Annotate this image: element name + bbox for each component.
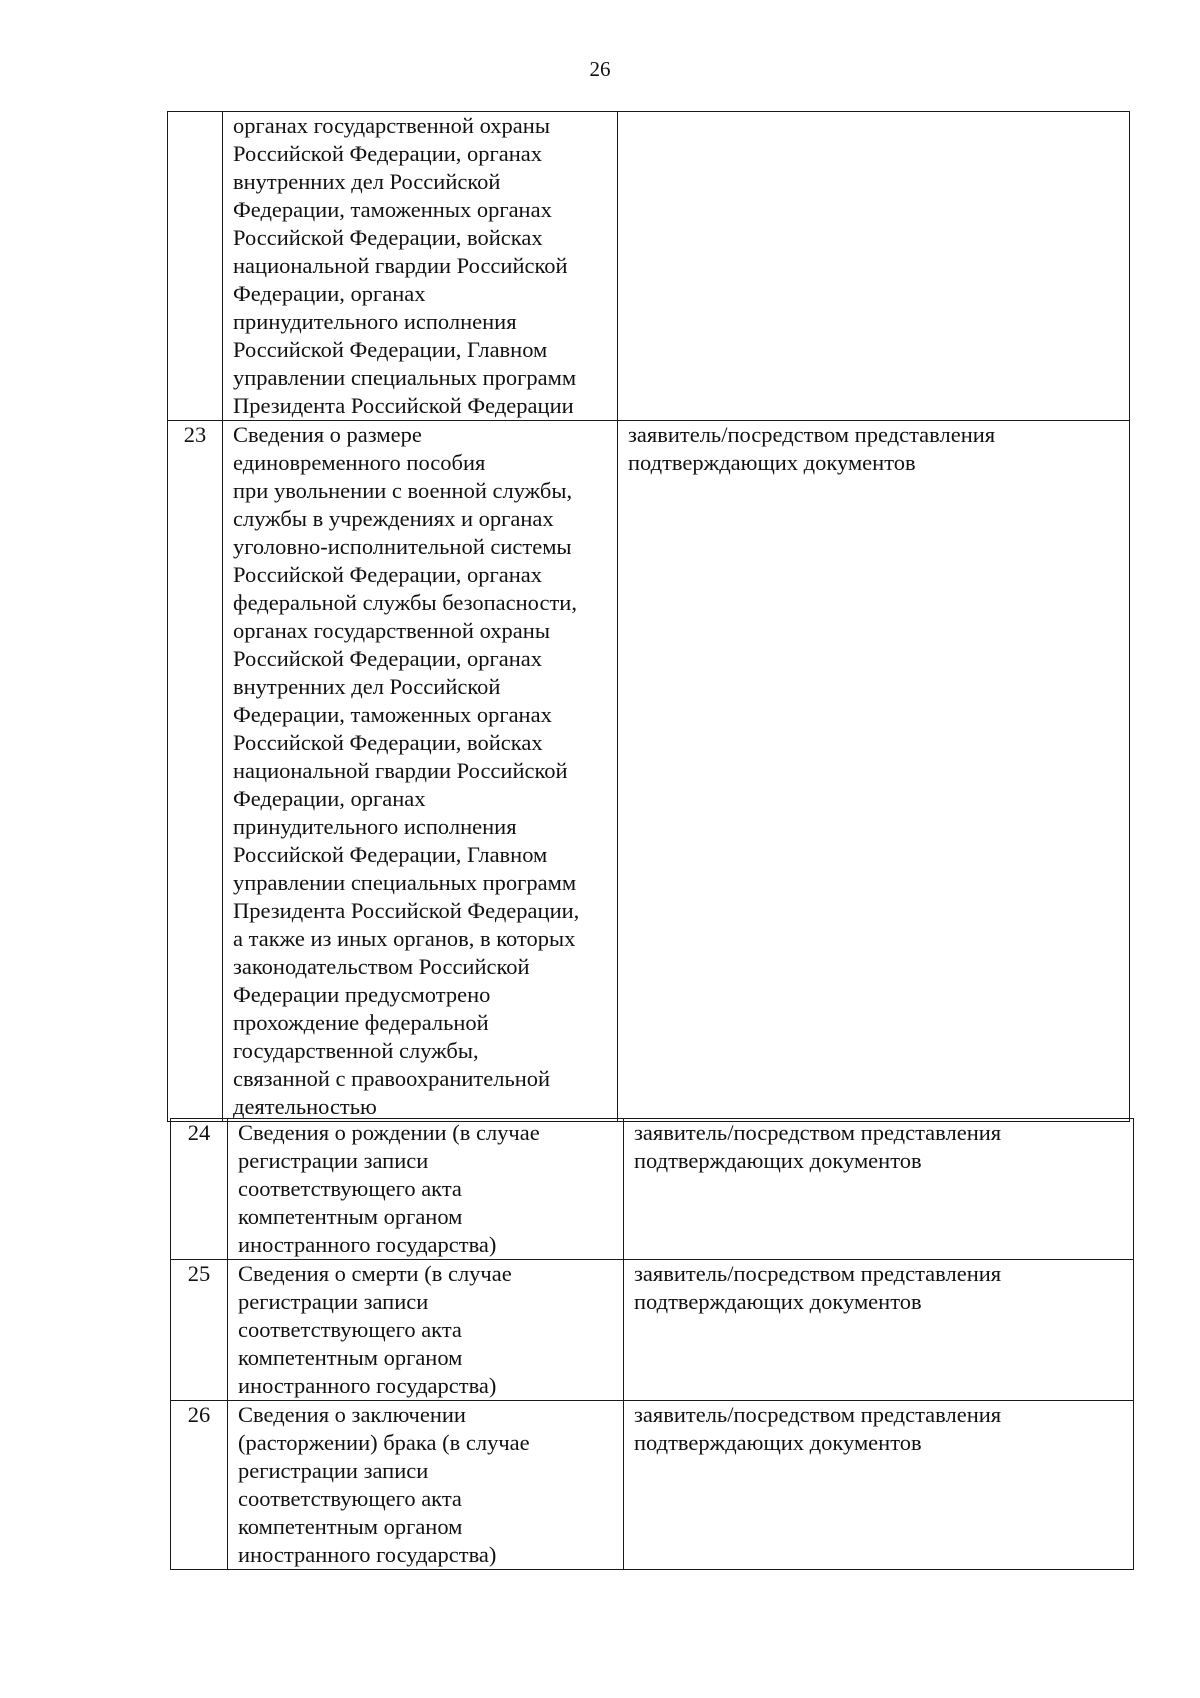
source-cell (618, 112, 1130, 421)
source-cell: заявитель/посредством представления подтверждающих документов (624, 1119, 1134, 1260)
row-number-cell: 24 (171, 1119, 228, 1260)
table-row (168, 421, 1130, 1122)
information-cell: Сведения о размере единовременного пособия при увольнении с военной службы, службы в учреждениях и органах уголовно-исполнительной системы Российской Федерации, органах федеральной службы безопасности, органах государственной охраны Российской Федерации, органах внутренних дел Российской Федерации, таможенных органах Российской Федерации, войсках национальной гвардии Российской Федерации, органах принудительного исполнения Российской Федерации, Главном управлении специальных программ Президента Российской Федерации, а также из иных органов, в которых законодательством Российской Федерации предусмотрено прохождение федеральной государственной службы, связанной с правоохранительной деятельностью (223, 421, 618, 1122)
table-row (168, 112, 1130, 421)
table-row (171, 1401, 1134, 1570)
documents-table-top (167, 111, 1130, 1122)
documents-table-bottom (170, 1118, 1134, 1570)
row-number-cell: 26 (171, 1401, 228, 1570)
row-number-cell: 23 (168, 421, 223, 1122)
information-cell: Сведения о смерти (в случае регистрации записи соответствующего акта компетентным органом иностранного государства) (228, 1260, 624, 1401)
source-cell: заявитель/посредством представления подтверждающих документов (618, 421, 1130, 1122)
source-cell: заявитель/посредством представления подтверждающих документов (624, 1260, 1134, 1401)
information-cell: Сведения о заключении (расторжении) брака (в случае регистрации записи соответствующего акта компетентным органом иностранного государства) (228, 1401, 624, 1570)
source-cell: заявитель/посредством представления подтверждающих документов (624, 1401, 1134, 1570)
information-cell: Сведения о рождении (в случае регистрации записи соответствующего акта компетентным органом иностранного государства) (228, 1119, 624, 1260)
table-row (171, 1119, 1134, 1260)
page-number: 26 (589, 57, 611, 81)
row-number-cell: 25 (171, 1260, 228, 1401)
row-number-cell (168, 112, 223, 421)
table-row (171, 1260, 1134, 1401)
information-cell: органах государственной охраны Российской Федерации, органах внутренних дел Российской Федерации, таможенных органах Российской Федерации, войсках национальной гвардии Российской Федерации, органах принудительного исполнения Российской Федерации, Главном управлении специальных программ Президента Российской Федерации (223, 112, 618, 421)
